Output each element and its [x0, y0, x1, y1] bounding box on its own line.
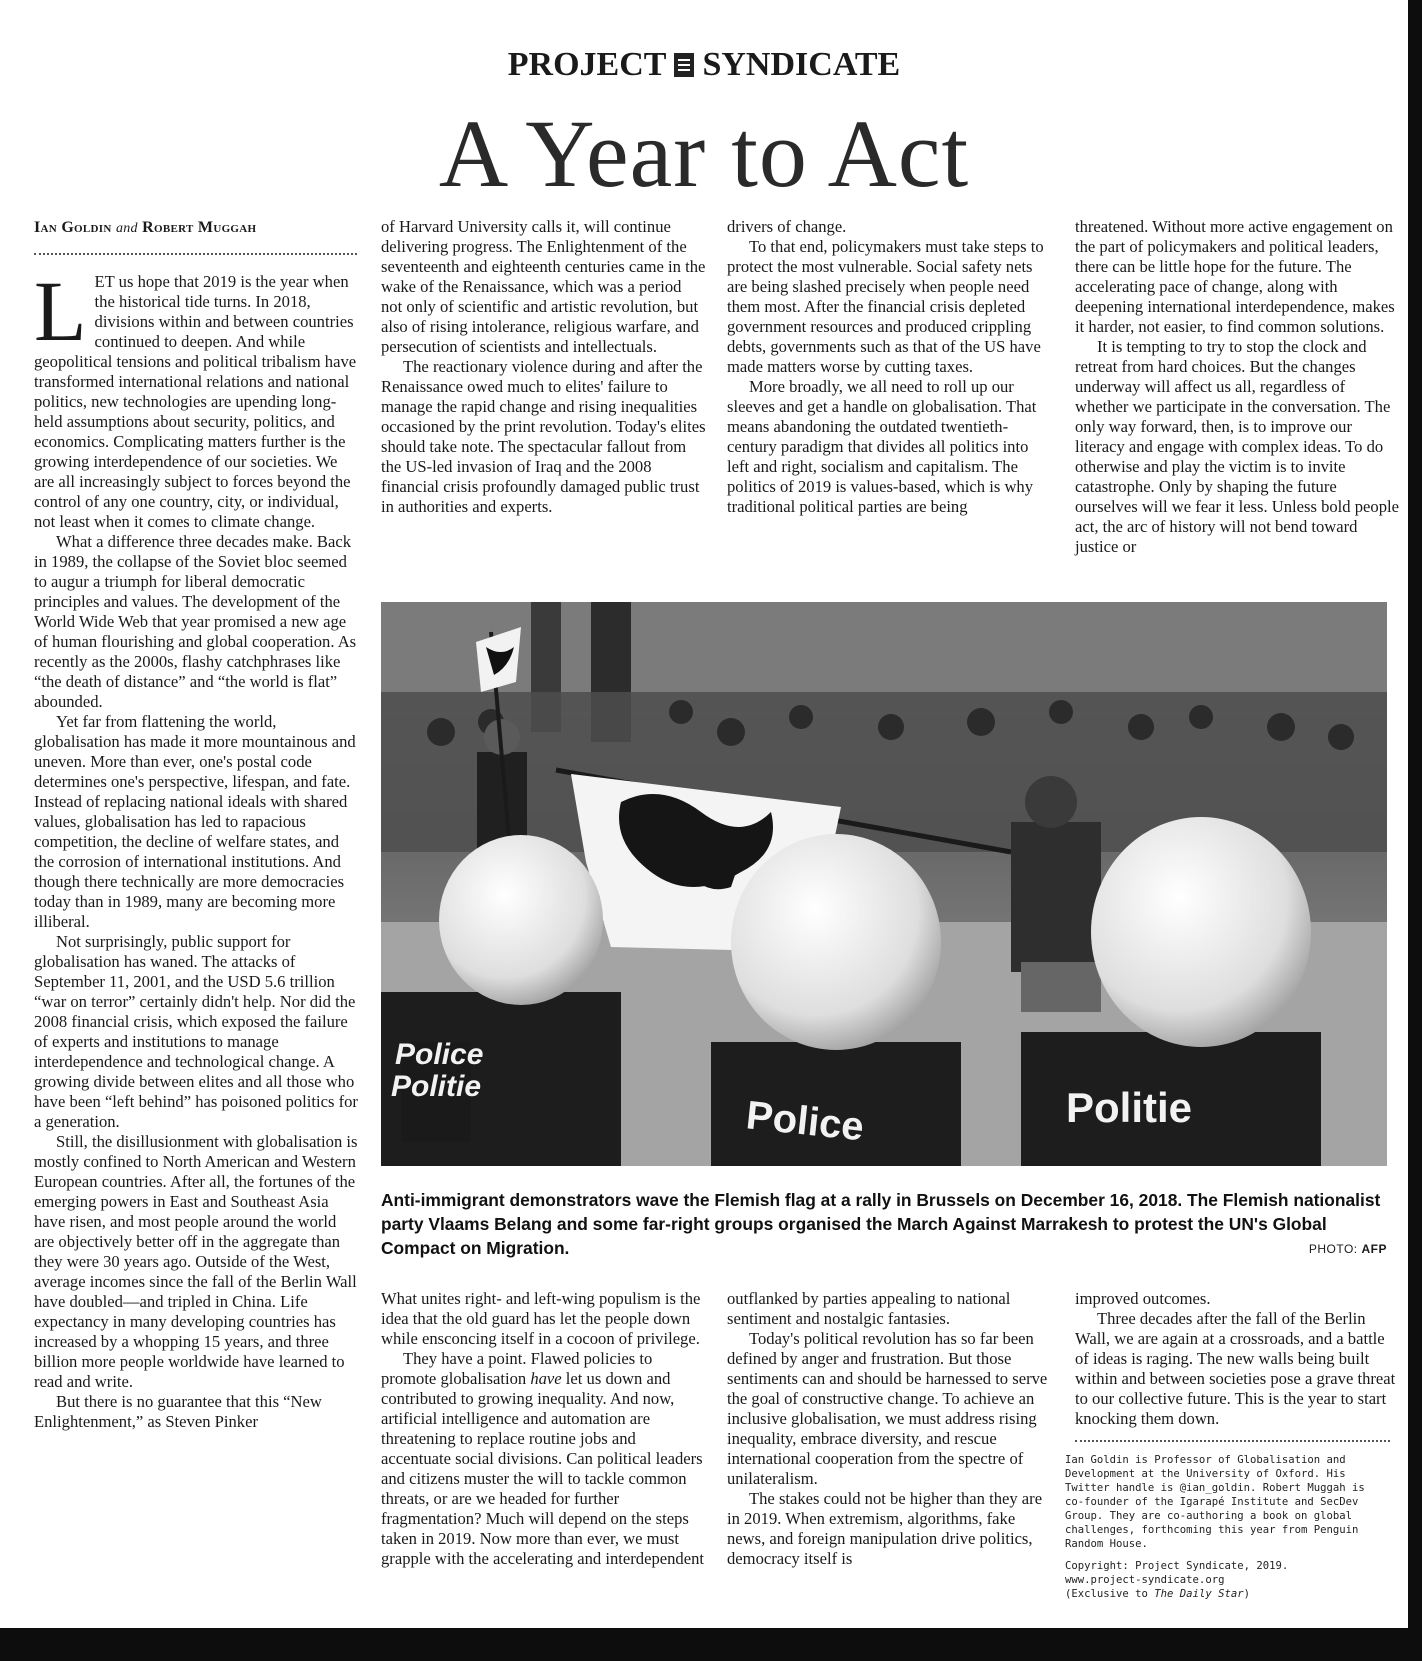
byline-rule [34, 253, 357, 255]
vest-text-politie: Politie [1066, 1084, 1193, 1131]
column-4-bottom [1075, 1289, 1400, 1429]
photo-caption: Anti-immigrant demonstrators wave the Flemish flag at a rally in Brussels on December 16, 2018. The Flemish nationalist party Vlaams Belang and some far-right groups organised the March Against Marrakesh to protest the UN's Global Compact on Migration. [381, 1190, 1381, 1258]
author-bio [1065, 1453, 1390, 1601]
masthead [0, 46, 1408, 84]
shield-text-politie: Politie [391, 1070, 482, 1103]
copyright-block [1065, 1559, 1390, 1601]
paragraph: The stakes could not be higher than they are in 2019. When extremism, algorithms, fake news, and foreign manipulation drive politics, democracy itself is [727, 1489, 1043, 1568]
paragraph: Today's political revolution has so far been defined by anger and frustration. But those sentiments can and should be harnessed to serve the goal of constructive change. To achieve an inclusive globalisation, we must address rising inequality, embrace diversity, and rescue international cooperation from the spectre of unilateralism. [727, 1329, 1048, 1488]
website: www.project-syndicate.org [1065, 1574, 1225, 1586]
paragraph: More broadly, we all need to roll up our sleeves and get a handle on globalisation. That means abandoning the outdated twentieth-century paradigm that divides all politics into left and right, socialism and capitalism. The politics of 2019 is values-based, which is why traditional political parties are being [727, 377, 1037, 516]
paragraph-text: ET us hope that 2019 is the year when the historical tide turns. In 2018, divisions within and between countries continued to deepen. And while geopolitical tensions and political tribalism have transformed international relations and national politics, new technologies are upending long-held assumptions about security, politics, and economics. Complicating matters further is the growing interdependence of our societies. We are all increasingly subject to forces beyond the control of any one country, city, or individual, not least when it comes to climate change. [34, 272, 357, 531]
photo-credit [1309, 1242, 1387, 1256]
author-2: Robert Muggah [142, 219, 257, 236]
news-photo [381, 602, 1387, 1166]
scan-edge-right [1408, 0, 1422, 1661]
paragraph: But there is no guarantee that this “New Enlightenment,” as Steven Pinker [34, 1392, 322, 1431]
copyright: Copyright: Project Syndicate, 2019. [1065, 1560, 1289, 1572]
paragraph: It is tempting to try to stop the clock and retreat from hard choices. But the changes underway will affect us all, regardless of whether we participate in the conversation. The only way forward, then, is to improve our literacy and engage with complex ideas. To do otherwise and play the victim is to invite catastrophe. Only by shaping the future ourselves will we fear it less. Unless bold people act, the arc of history will not bend toward justice or [1075, 337, 1399, 556]
column-2-bottom [381, 1289, 708, 1569]
exclusive-suffix: ) [1243, 1588, 1250, 1600]
column-3-top [727, 217, 1054, 517]
paragraph: What a difference three decades make. Back in 1989, the collapse of the Soviet bloc seemed to augur a triumph for liberal democratic principles and values. The development of the World Wide Web that year promised a new age of human flourishing and global cooperation. As recently as the 2000s, flashy catchphrases like “the death of distance” and “the world is flat” abounded. [34, 532, 357, 711]
paragraph-text: let us down and contributed to growing inequality. And now, artificial intelligence and automation are threatening to replace routine jobs and accentuate social divisions. Can political leaders and citizens muster the will to tackle common threats, or are we headed for further fragmentation? Much will depend on the steps taken in 2019. Now more than ever, we must grapple with the accelerating and interdependent [381, 1369, 704, 1568]
byline [34, 219, 256, 237]
bio-rule [1075, 1440, 1390, 1442]
bio-text: Ian Goldin is Professor of Globalisation and Development at the University of Oxford. His Twitter handle is @ian_goldin. Robert Muggah is co-founder of the Igarapé Institute and SecDev Group. They are co-authoring a book on global challenges, forthcoming this year from Penguin Random House. [1065, 1454, 1365, 1550]
masthead-right: SYNDICATE [702, 46, 901, 83]
paragraph: improved outcomes. [1075, 1289, 1211, 1308]
column-2-top [381, 217, 706, 517]
paragraph: drivers of change. [727, 217, 847, 236]
paragraph: threatened. Without more active engagement on the part of policymakers and political leaders, there can be little hope for the future. The accelerating pace of change, along with deepening international interdependence, makes it harder, not easier, to find common solutions. [1075, 217, 1395, 336]
paper-name: The Daily Star [1154, 1588, 1244, 1600]
paragraph [34, 263, 359, 532]
exclusive-prefix: (Exclusive to [1065, 1588, 1155, 1600]
scan-edge-bottom [0, 1628, 1422, 1661]
drop-cap: L [34, 263, 87, 359]
shield-text-police: Police [395, 1038, 484, 1071]
column-1 [34, 263, 359, 1432]
riot-police-photo [381, 602, 1387, 1166]
paragraph: The reactionary violence during and after the Renaissance owed much to elites' failure to manage the rapid change and rising inequalities occasioned by the print revolution. Today's elites should take note. The spectacular fallout from the US-led invasion of Iraq and the 2008 financial crisis profoundly damaged public trust in authorities and experts. [381, 357, 706, 516]
credit-source: AFP [1361, 1242, 1387, 1256]
paragraph: Not surprisingly, public support for globalisation has waned. The attacks of September 11, 2001, and the USD 5.6 trillion “war on terror” certainly didn't help. Nor did the 2008 financial crisis, which exposed the failure of experts and institutions to manage interdependence and technological change. A growing divide between elites and all those who have been “left behind” has poisoned politics for a generation. [34, 932, 358, 1131]
paragraph: Three decades after the fall of the Berlin Wall, we are again at a crossroads, and a battle of ideas is raging. The new walls being built within and between societies pose a grave threat to our collective future. This is the year to start knocking them down. [1075, 1309, 1396, 1428]
paragraph: What unites right- and left-wing populism is the idea that the old guard has let the people down while ensconcing itself in a cocoon of privilege. [381, 1289, 701, 1348]
paragraph-text: They have a point. Flawed policies to promote globalisation [381, 1349, 653, 1388]
paragraph: Yet far from flattening the world, globalisation has made it more mountainous and uneven. More than ever, one's postal code determines one's perspective, lifespan, and fate. Instead of replacing national ideals with shared values, globalisation has led to rapacious competition, the decline of welfare states, and the corrosion of international institutions. And though there technically are more democracies today than in 1989, many are becoming more illiberal. [34, 712, 356, 931]
emphasis-text: have [530, 1369, 562, 1388]
syndicate-logo-icon [674, 53, 694, 77]
column-3-bottom [727, 1289, 1054, 1569]
paragraph [381, 1349, 708, 1569]
paragraph: outflanked by parties appealing to national sentiment and nostalgic fantasies. [727, 1289, 1011, 1328]
paragraph: of Harvard University calls it, will continue delivering progress. The Enlightenment of the seventeenth and eighteenth centuries came in the wake of the Renaissance, which was a period not only of scientific and artistic revolution, but also of rising intolerance, religious warfare, and persecution of scientists and intellectuals. [381, 217, 706, 356]
headline: A Year to Act [438, 100, 970, 207]
author-1: Ian Goldin [34, 219, 112, 236]
vest-text-police: Police [744, 1093, 866, 1150]
paragraph: To that end, policymakers must take steps to protect the most vulnerable. Social safety nets are being slashed precisely when people need them most. After the financial crisis depleted government resources and produced crippling debts, governments such as that of the US have made matters worse by cutting taxes. [727, 237, 1044, 376]
byline-and: and [115, 221, 138, 236]
credit-label: PHOTO: [1308, 1242, 1358, 1256]
masthead-left: PROJECT [507, 46, 667, 83]
paragraph: Still, the disillusionment with globalisation is mostly confined to North American and Western European countries. After all, the fortunes of the emerging powers in East and Southeast Asia have risen, and most people around the world are objectively better off in the aggregate than they were 30 years ago. Outside of the West, average incomes since the fall of the Berlin Wall have doubled—and tripled in China. Life expectancy in many developing countries has increased by a whopping 15 years, and three billion more people worldwide have learned to read and write. [34, 1132, 358, 1391]
column-4-top [1075, 217, 1400, 557]
